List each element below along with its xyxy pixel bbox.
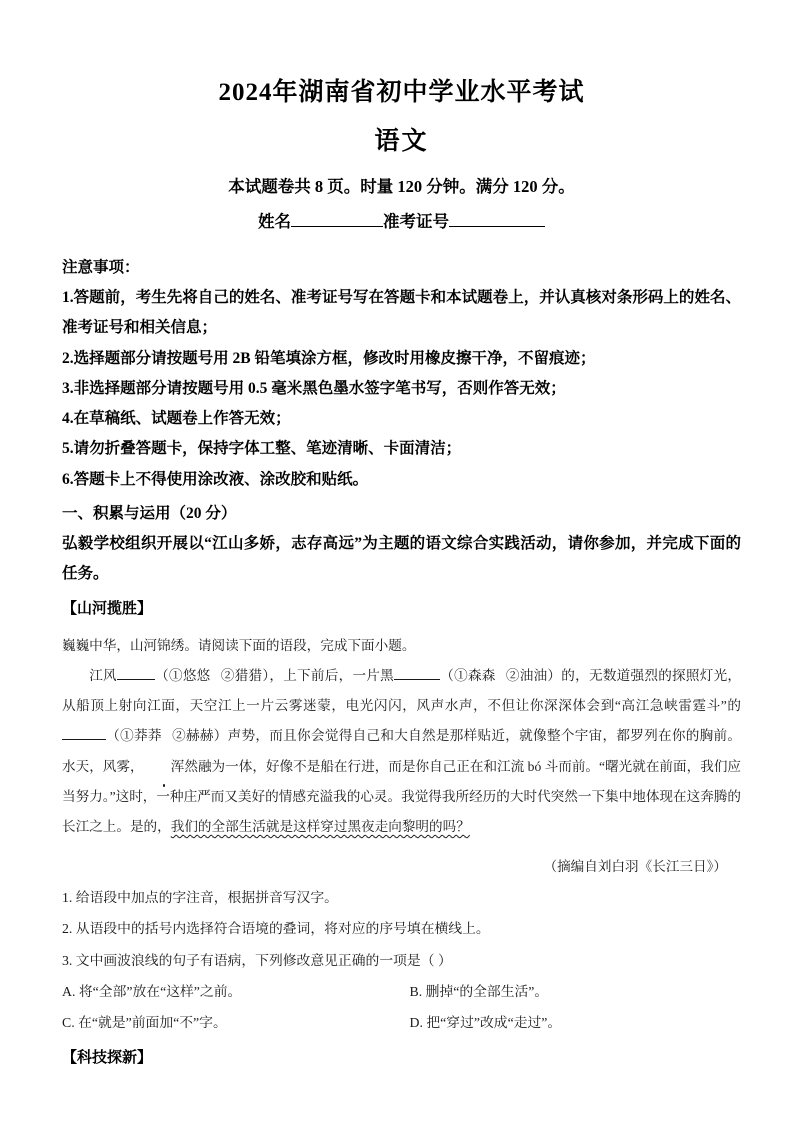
notice-item: 6.答题卡上不得使用涂改液、涂改胶和贴纸。	[62, 470, 369, 488]
name-label: 姓名	[258, 212, 291, 232]
passage-option-1b: ②猎猎），上下前后，一片黑	[220, 668, 394, 684]
choice-option-c[interactable]: C. 在“就是”前面加“不”字。	[62, 1014, 227, 1030]
page-title: 2024年湖南省初中学业水平考试	[218, 79, 585, 106]
subject-title: 语文	[374, 127, 429, 155]
choice-option-d[interactable]: D. 把“穿过”改成“走过”。	[409, 1014, 562, 1030]
emphasis-dot-character: 浑	[144, 752, 185, 782]
passage-option-3b: ②赫赫）声势，而且你会觉得自己和大自然是那样贴近，就像整个宇宙，都罗列在你的胸前。水天，风雾，	[62, 728, 742, 774]
passage-option-1a: （①悠悠	[154, 668, 211, 684]
choice-row-cd	[62, 1007, 741, 1038]
subsection-heading-shanhe: 【山河揽胜】	[62, 601, 153, 618]
question-item-1: 1. 给语段中加点的字注音，根据拼音写汉字。	[62, 890, 338, 906]
ticket-blank[interactable]	[449, 226, 545, 227]
passage-blank-3[interactable]	[62, 726, 106, 741]
choice-row-ab	[62, 976, 741, 1007]
question-item-2: 2. 从语段中的括号内选择符合语境的叠词，将对应的序号填在横线上。	[62, 921, 490, 937]
choice-option-a[interactable]: A. 将“全部”放在“这样”之前。	[62, 983, 242, 999]
passage-blank-2[interactable]	[394, 665, 440, 680]
passage-body	[62, 661, 741, 842]
reading-passage	[62, 631, 741, 882]
question-item-3: 3. 文中画波浪线的句子有语病，下列修改意见正确的一项是（ ）	[62, 952, 452, 968]
subsection-heading-keji: 【科技探新】	[62, 1050, 153, 1067]
section-intro: 弘毅学校组织开展以“江山多娇，志存高远”为主题的语文综合实践活动，请你参加，并完成下面的任务。	[62, 534, 741, 583]
notice-item: 4.在草稿纸、试题卷上作答无效；	[62, 410, 291, 428]
passage-option-2a: （①森森	[440, 668, 496, 684]
passage-option-2b: ②油油）的，无数道强烈的探照灯光，从船顶上射向江面，天空江上一片云雾迷蒙，电光闪闪，风声水声，不但让你深深体会到“高江急峡雷霆斗”的	[62, 668, 742, 714]
passage-blank-1[interactable]	[117, 665, 155, 680]
notice-item: 5.请勿折叠答题卡，保持字体工整、笔迹清晰、卡面清洁；	[62, 440, 462, 458]
passage-seg-1: 江风	[89, 668, 117, 684]
notice-item: 1.答题前，考生先将自己的姓名、准考证号写在答题卡和本试题卷上，并认真核对条形码上的姓名、准考证号和相关信息；	[62, 289, 741, 337]
name-blank[interactable]	[291, 226, 383, 227]
candidate-fields	[62, 210, 741, 235]
passage-attribution: （摘编自刘白羽《长江三日》）	[543, 859, 727, 875]
passage-lead: 巍巍中华，山河锦绣。请阅读下面的语段，完成下面小题。	[62, 637, 416, 653]
notice-item: 3.非选择题部分请按题号用 0.5 毫米黑色墨水签字笔书写，否则作答无效；	[62, 379, 566, 397]
notice-heading: 注意事项：	[62, 259, 140, 276]
choice-option-b[interactable]: B. 删掉“的全部生活”。	[409, 983, 549, 999]
notice-block	[62, 253, 741, 495]
notice-item: 2.选择题部分请按题号用 2B 铅笔填涂方框，修改时用橡皮擦干净，不留痕迹；	[62, 349, 596, 367]
passage-option-3a: （①莽莽	[106, 728, 162, 744]
section-heading: 一、积累与运用（20 分）	[62, 504, 237, 522]
ticket-label: 准考证号	[383, 212, 449, 232]
passage-seg-after-emphasis: 然融为一体，好像不是船在行进，而是你自己正在和江流 bó 斗而前。“曙光就在前面，我们应当努力。”这时，一种庄严而又美好的情感充溢我的心灵。我觉得我所经历的大时代突然一下集中地体现在这奔腾的长江之上。是的，	[62, 758, 742, 834]
paper-meta-line: 本试题卷共 8 页。时量 120 分钟。满分 120 分。	[228, 176, 575, 196]
wavy-underlined-sentence: 我们的全部生活就是这样穿过黑夜走向黎明的吗？	[170, 818, 470, 834]
